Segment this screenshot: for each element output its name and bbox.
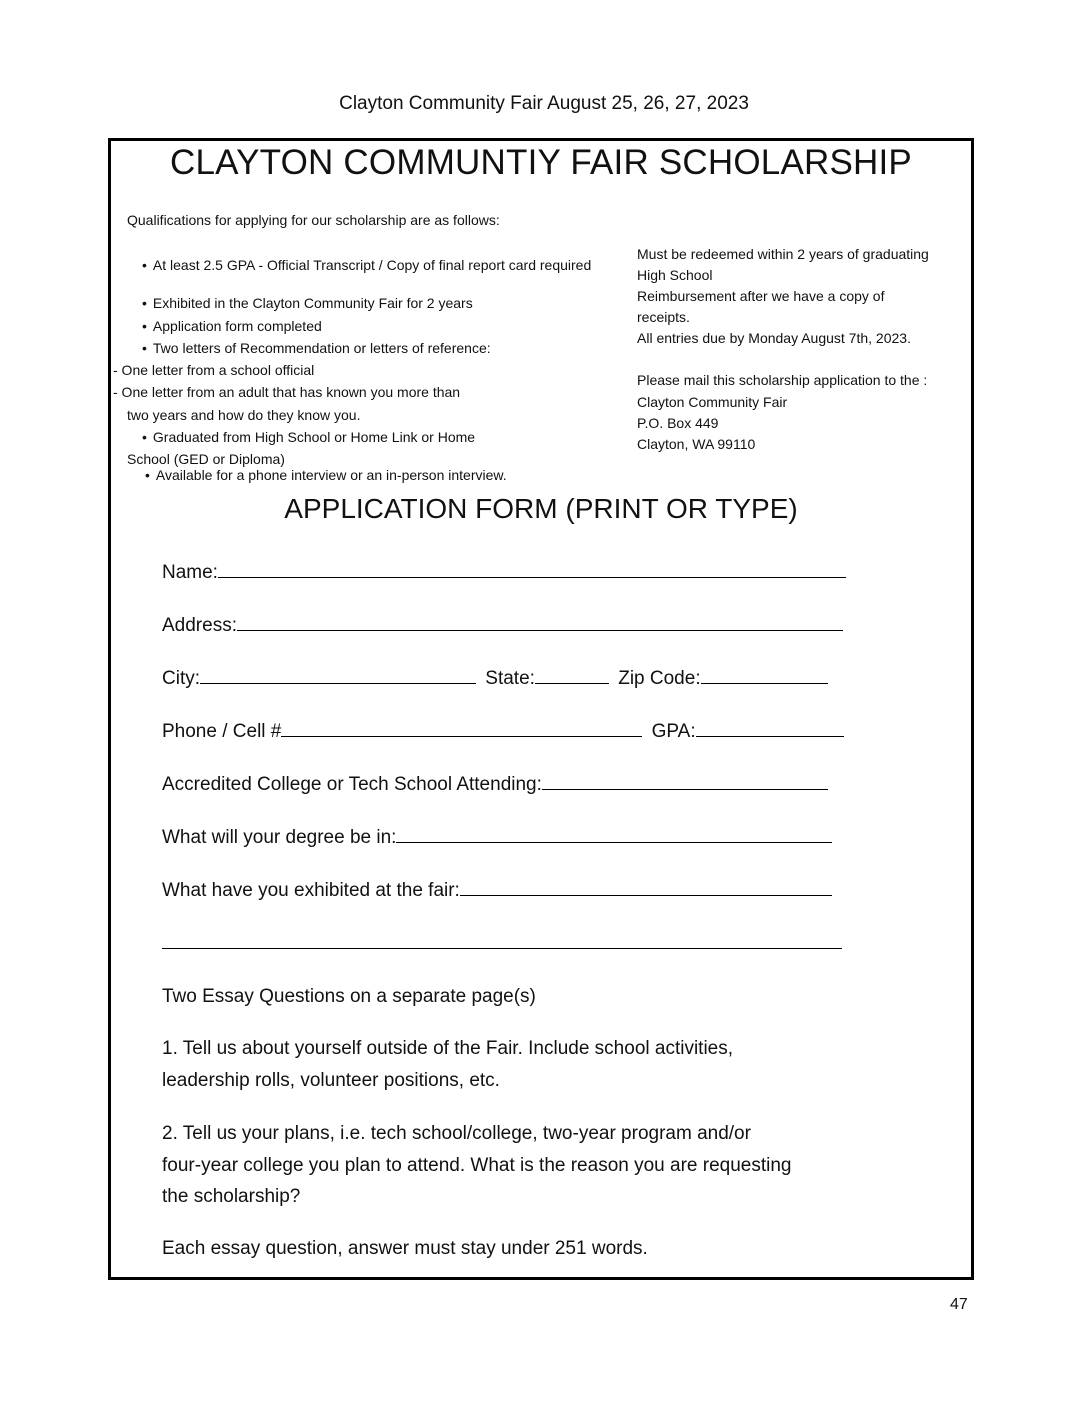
qualification-interview: • Available for a phone interview or an in-person interview. bbox=[145, 467, 507, 483]
qualification-letters: • Two letters of Recommendation or letters of reference: bbox=[142, 340, 491, 356]
essay-question-2-end: the scholarship? bbox=[162, 1186, 301, 1207]
phone-gpa-row bbox=[162, 720, 844, 743]
exhibited-row bbox=[162, 879, 832, 902]
city-field[interactable] bbox=[200, 667, 476, 684]
degree-field[interactable] bbox=[396, 826, 832, 843]
college-field[interactable] bbox=[542, 773, 828, 790]
phone-field[interactable] bbox=[281, 720, 642, 737]
name-label: Name: bbox=[162, 562, 218, 583]
scholarship-title: CLAYTON COMMUNTIY FAIR SCHOLARSHIP bbox=[170, 143, 912, 182]
zip-label: Zip Code: bbox=[618, 668, 701, 689]
qualification-form: • Application form completed bbox=[142, 318, 322, 334]
exhibited-field[interactable] bbox=[460, 879, 832, 896]
qualification-letter-school: - One letter from a school official bbox=[113, 362, 315, 378]
info-redeem: Must be redeemed within 2 years of graduating bbox=[637, 246, 929, 262]
state-label: State: bbox=[485, 668, 535, 689]
address-field[interactable] bbox=[237, 614, 843, 631]
qualification-graduated: • Graduated from High School or Home Link or Home bbox=[142, 429, 475, 445]
zip-field[interactable] bbox=[701, 667, 828, 684]
info-redeem-cont: High School bbox=[637, 267, 713, 283]
essay-question-1: 1. Tell us about yourself outside of the Fair. Include school activities, bbox=[162, 1038, 734, 1059]
essay-question-1-cont: leadership rolls, volunteer positions, etc. bbox=[162, 1070, 500, 1091]
essay-question-2-cont: four-year college you plan to attend. What is the reason you are requesting bbox=[162, 1155, 792, 1176]
college-label: Accredited College or Tech School Attending: bbox=[162, 774, 542, 795]
gpa-field[interactable] bbox=[696, 720, 844, 737]
mail-instruction: Please mail this scholarship application to the : bbox=[637, 372, 928, 388]
name-field[interactable] bbox=[218, 561, 846, 578]
gpa-label: GPA: bbox=[651, 721, 696, 742]
qualification-letter-adult: - One letter from an adult that has known you more than bbox=[113, 384, 461, 400]
college-row bbox=[162, 773, 828, 796]
exhibited-label: What have you exhibited at the fair: bbox=[162, 880, 460, 901]
city-label: City: bbox=[162, 668, 200, 689]
essay-word-limit: Each essay question, answer must stay under 251 words. bbox=[162, 1238, 648, 1259]
qualifications-intro: Qualifications for applying for our scholarship are as follows: bbox=[127, 212, 500, 228]
qualification-gpa: • At least 2.5 GPA - Official Transcript / Copy of final report card required bbox=[142, 257, 591, 273]
info-due-date: All entries due by Monday August 7th, 2023. bbox=[637, 330, 911, 346]
exhibited-extra-row bbox=[162, 932, 842, 955]
name-row bbox=[162, 561, 846, 584]
mail-po-box: P.O. Box 449 bbox=[637, 415, 719, 431]
application-form-title: APPLICATION FORM (PRINT OR TYPE) bbox=[284, 493, 798, 524]
mail-city: Clayton, WA 99110 bbox=[637, 436, 756, 452]
address-row bbox=[162, 614, 843, 637]
degree-label: What will your degree be in: bbox=[162, 827, 397, 848]
state-field[interactable] bbox=[535, 667, 609, 684]
mail-name: Clayton Community Fair bbox=[637, 394, 788, 410]
city-state-zip-row bbox=[162, 667, 828, 690]
degree-row bbox=[162, 826, 832, 849]
page-number: 47 bbox=[950, 1296, 968, 1313]
qualification-exhibited: • Exhibited in the Clayton Community Fair for 2 years bbox=[142, 295, 473, 311]
address-label: Address: bbox=[162, 615, 237, 636]
exhibited-extra-field[interactable] bbox=[162, 932, 842, 949]
qualification-letter-adult-cont: two years and how do they know you. bbox=[127, 407, 361, 423]
essay-question-2: 2. Tell us your plans, i.e. tech school/college, two-year program and/or bbox=[162, 1123, 751, 1144]
info-reimbursement: Reimbursement after we have a copy of bbox=[637, 288, 885, 304]
page-header: Clayton Community Fair August 25, 26, 27, 2023 bbox=[339, 93, 749, 114]
qualification-graduated-cont: School (GED or Diploma) bbox=[127, 451, 285, 467]
info-reimbursement-cont: receipts. bbox=[637, 309, 690, 325]
essay-intro: Two Essay Questions on a separate page(s) bbox=[162, 986, 536, 1007]
phone-label: Phone / Cell # bbox=[162, 721, 282, 742]
